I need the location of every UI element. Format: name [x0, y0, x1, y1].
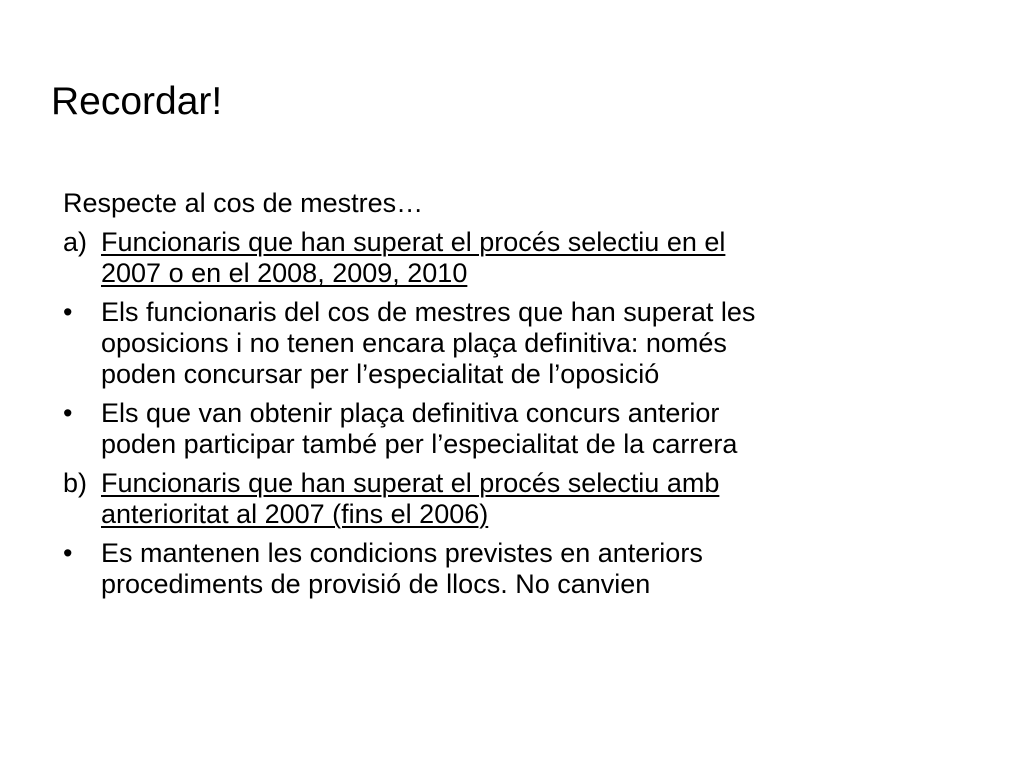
- bullet-item: [63, 538, 963, 600]
- bullet-item: [63, 398, 963, 460]
- section-b-heading: [101, 468, 963, 530]
- section-b-line: anterioritat al 2007 (fins el 2006): [101, 499, 489, 529]
- section-a-line: 2007 o en el 2008, 2009, 2010: [101, 258, 468, 288]
- bullet-marker: •: [63, 538, 73, 568]
- section-a-marker: a): [63, 227, 88, 257]
- bullet-line: poden participar també per l’especialitat de la carrera: [101, 429, 738, 459]
- section-b: [63, 468, 963, 530]
- bullet-marker: •: [63, 398, 73, 428]
- section-a: [63, 227, 963, 289]
- section-b-line: Funcionaris que han superat el procés selectiu amb: [101, 468, 720, 498]
- intro-text: Respecte al cos de mestres…: [63, 188, 424, 218]
- bullet-line: Els funcionaris del cos de mestres que han superat les: [101, 297, 756, 327]
- section-a-heading: [101, 227, 963, 289]
- bullet-line: Els que van obtenir plaça definitiva concurs anterior: [101, 398, 720, 428]
- bullet-line: procediments de provisió de llocs. No canvien: [101, 569, 651, 599]
- section-a-line: Funcionaris que han superat el procés selectiu en el: [101, 227, 726, 257]
- bullet-marker: •: [63, 297, 73, 327]
- slide-title: Recordar!: [51, 80, 223, 123]
- bullet-line: oposicions i no tenen encara plaça definitiva: només: [101, 328, 727, 358]
- section-b-marker: b): [63, 468, 88, 498]
- bullet-item: [63, 297, 963, 390]
- bullet-line: poden concursar per l’especialitat de l’oposició: [101, 359, 660, 389]
- slide-content: [63, 188, 963, 608]
- bullet-line: Es mantenen les condicions previstes en anteriors: [101, 538, 703, 568]
